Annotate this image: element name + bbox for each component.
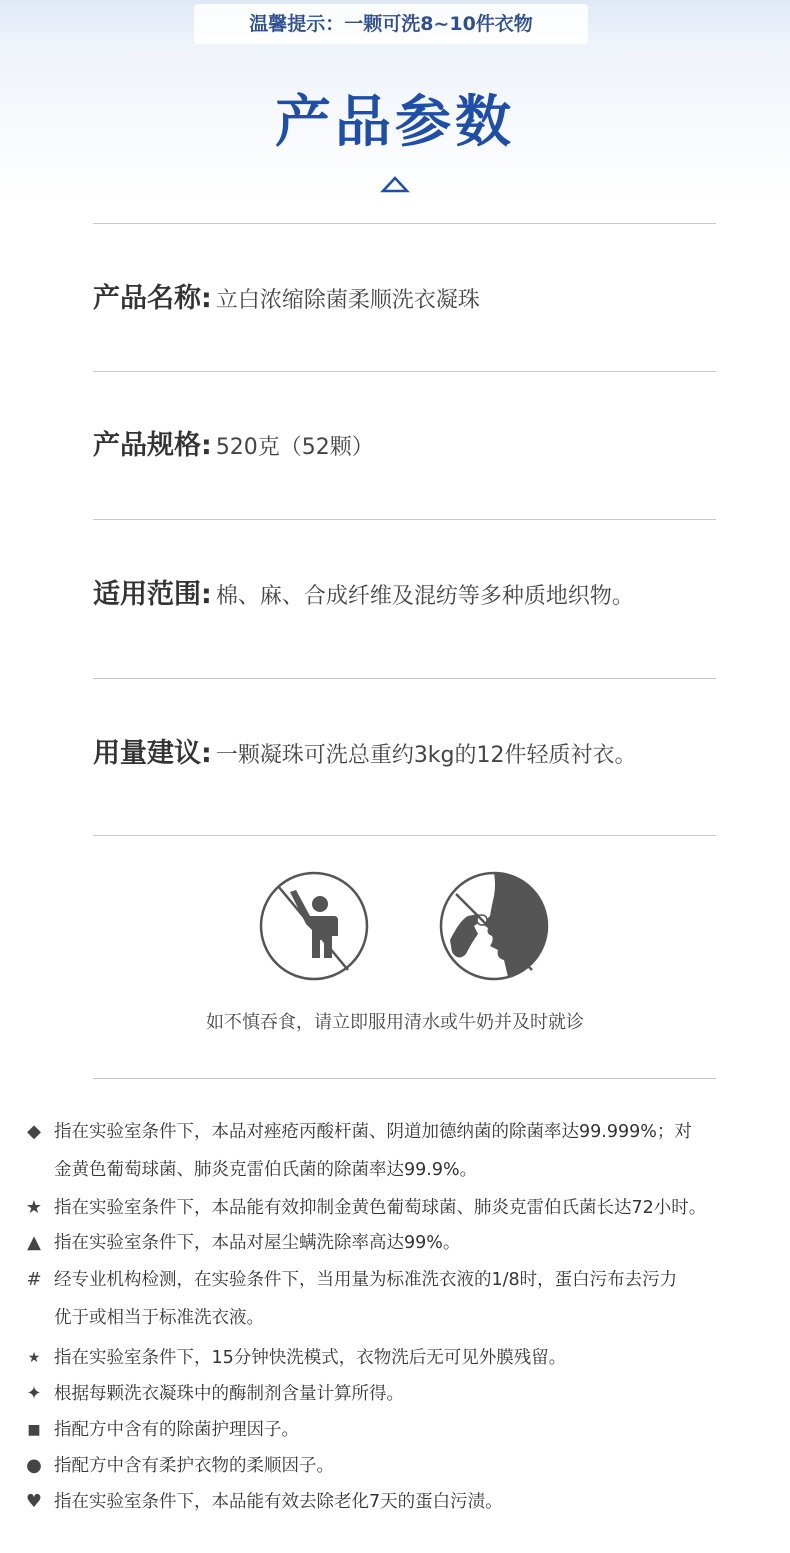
- heart-icon: ♥: [25, 1491, 43, 1512]
- divider: [93, 678, 716, 679]
- footnote-text: 指在实验室条件下，本品能有效抑制金黄色葡萄球菌、肺炎克雷伯氏菌长达72小时。: [54, 1198, 707, 1218]
- param-value: 520克（52颗）: [215, 435, 374, 460]
- swallow-warning: 如不慎吞食，请立即服用清水或牛奶并及时就诊: [206, 1012, 584, 1033]
- divider: [93, 371, 716, 372]
- param-key: 产品规格:: [93, 430, 212, 461]
- param-value: 棉、麻、合成纤维及混纺等多种质地织物。: [215, 584, 634, 609]
- hash-icon: #: [26, 1269, 42, 1290]
- divider: [93, 1078, 716, 1079]
- param-value: 一颗凝珠可洗总重约3kg的12件轻质衬衣。: [215, 743, 637, 768]
- divider: [93, 835, 716, 836]
- param-value: 立白浓缩除菌柔顺洗衣凝珠: [215, 288, 480, 313]
- no-swallow-icon: [438, 870, 550, 982]
- footnote-text: 指在实验室条件下，本品对痤疮丙酸杆菌、阴道加德纳菌的除菌率达99.999%；对 金黄色葡萄球菌、肺炎克雷伯氏菌的除菌率达99.9%。: [54, 1122, 692, 1180]
- circle-icon: ●: [26, 1455, 42, 1476]
- footnote-text: 指在实验室条件下，本品对屋尘螨洗除率高达99%。: [54, 1233, 461, 1253]
- sparkle-icon: ✦: [26, 1383, 42, 1404]
- param-key: 产品名称:: [93, 283, 212, 314]
- footnote-text: 根据每颗洗衣凝珠中的酶制剂含量计算所得。: [54, 1384, 404, 1404]
- diamond-icon: ◆: [27, 1121, 41, 1142]
- square-icon: ■: [27, 1422, 41, 1438]
- triangle-icon: ▲: [27, 1232, 41, 1253]
- param-key: 适用范围:: [93, 579, 212, 610]
- divider: [93, 519, 716, 520]
- footnote-text: 指在实验室条件下，本品能有效去除老化7天的蛋白污渍。: [54, 1492, 503, 1512]
- triangle-up-icon: [380, 174, 410, 194]
- no-children-icon: [258, 870, 370, 982]
- footnote-text: 指在实验室条件下，15分钟快洗模式，衣物洗后无可见外膜残留。: [54, 1348, 567, 1368]
- param-row-name: [93, 279, 753, 319]
- footnote-text: 指配方中含有的除菌护理因子。: [54, 1420, 299, 1440]
- param-row-spec: [93, 426, 753, 466]
- star-icon: ★: [25, 1197, 43, 1218]
- divider: [93, 223, 716, 224]
- param-row-dosage: [93, 734, 753, 774]
- footnote-text: 经专业机构检测，在实验条件下，当用量为标准洗衣液的1/8时，蛋白污布去污力 优于或相当于标准洗衣液。: [54, 1270, 678, 1328]
- param-key: 用量建议:: [93, 738, 212, 769]
- tip-banner: 温馨提示：一颗可洗8~10件衣物: [194, 4, 588, 44]
- page-title: 产品参数: [275, 90, 515, 155]
- small-star-icon: ★: [27, 1350, 41, 1366]
- param-row-scope: [93, 575, 753, 615]
- footnote-text: 指配方中含有柔护衣物的柔顺因子。: [54, 1456, 334, 1476]
